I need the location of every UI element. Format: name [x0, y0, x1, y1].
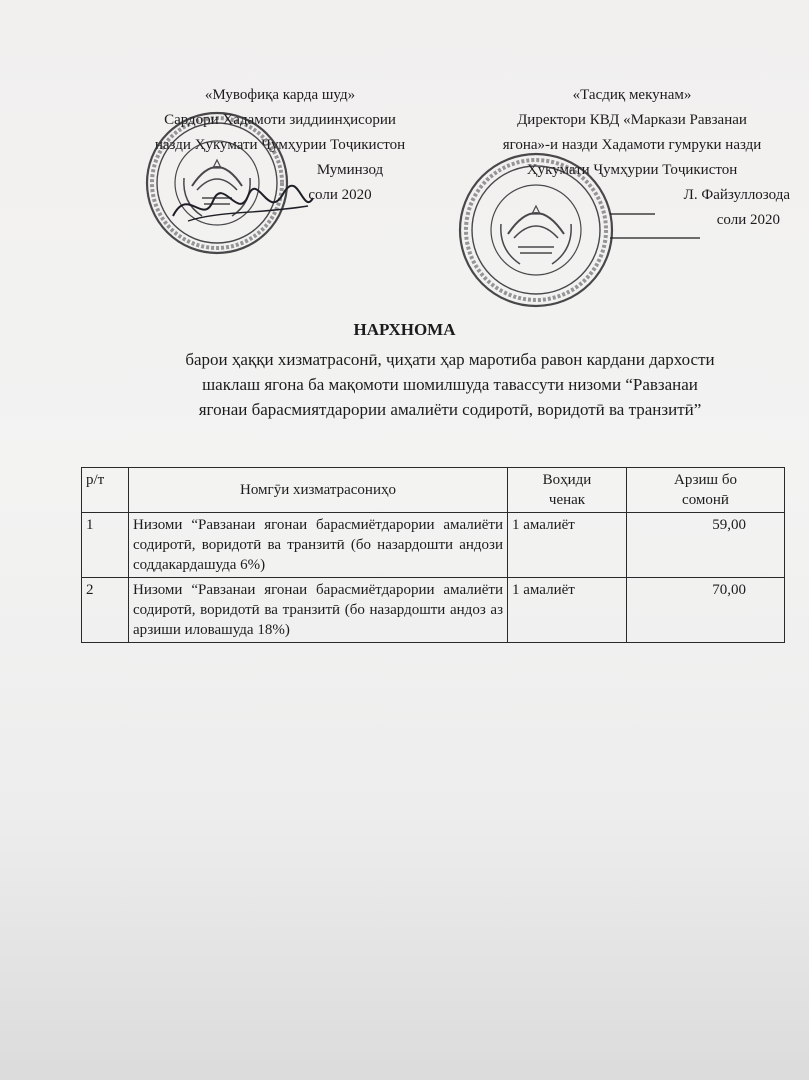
approval-right-line1: Директори КВД «Маркази Равзанаи	[517, 112, 747, 128]
approval-right-line5: соли 2020	[716, 212, 780, 228]
header-unit-line2: ченак	[548, 492, 586, 508]
approval-left-line3: Муминзод	[316, 162, 384, 178]
photo-shadow	[0, 820, 809, 1080]
approval-right-line2: ягона»-и назди Хадамоти гумруки назди	[502, 137, 762, 153]
right-stamp-seal	[456, 150, 616, 310]
row-service: Низоми “Равзанаи ягонаи барасмиётдарории амалиёти содиротӣ, воридотӣ ва транзитӣ (бо назардошти андози соддакардашуда 6%)	[129, 513, 508, 578]
approval-left-line2: назди Ҳукумати Ҷумҳурии Тоҷикистон	[154, 137, 406, 153]
approval-right-line3: Ҳукумати Ҷумҳурии Тоҷикистон	[526, 162, 738, 178]
header-price-line1: Арзиш бо	[674, 472, 737, 488]
row-price: 59,00	[627, 513, 785, 578]
header-num: р/т	[82, 468, 129, 513]
subtitle-line1: барои ҳаққи хизматрасонӣ, ҷиҳати ҳар маротиба равон кардани дархости	[185, 350, 715, 369]
approval-right-heading: «Тасдиқ мекунам»	[572, 87, 692, 103]
approval-right-line4: Л. Файзуллозода	[683, 187, 790, 203]
table-header-row	[82, 468, 785, 513]
subtitle-line3: ягонаи барасмиятдарории амалиёти содиротӣ, воридотӣ ва транзитӣ”	[198, 400, 702, 419]
row-num: 1	[82, 513, 129, 578]
price-table	[81, 467, 785, 643]
table-row	[82, 513, 785, 578]
right-signature-line	[610, 210, 770, 240]
row-unit: 1 амалиёт	[508, 578, 627, 643]
header-price	[627, 468, 785, 513]
document-title: НАРХНОМА	[353, 320, 456, 339]
approval-left-heading: «Мувофиқа карда шуд»	[204, 87, 356, 103]
approval-left-line4: соли 2020	[308, 187, 372, 203]
header-unit	[508, 468, 627, 513]
header-price-line2: сомонӣ	[682, 492, 729, 508]
subtitle-line2: шаклаш ягона ба мақомоти шомилшуда тавассути низоми “Равзанаи	[202, 375, 698, 394]
header-service: Номгӯи хизматрасониҳо	[129, 468, 508, 513]
document-subtitle	[105, 347, 795, 422]
row-service: Низоми “Равзанаи ягонаи барасмиётдарории амалиёти содиротӣ, воридотӣ ва транзитӣ (бо назардошти андоз аз арзиши иловашуда 18%)	[129, 578, 508, 643]
row-unit: 1 амалиёт	[508, 513, 627, 578]
approval-left-line1: Сардори Хадамоти зиддиинҳисории	[164, 112, 396, 128]
header-unit-line1: Воҳиди	[542, 472, 592, 488]
table-row	[82, 578, 785, 643]
signature-scribble	[168, 176, 318, 236]
row-price: 70,00	[627, 578, 785, 643]
row-num: 2	[82, 578, 129, 643]
